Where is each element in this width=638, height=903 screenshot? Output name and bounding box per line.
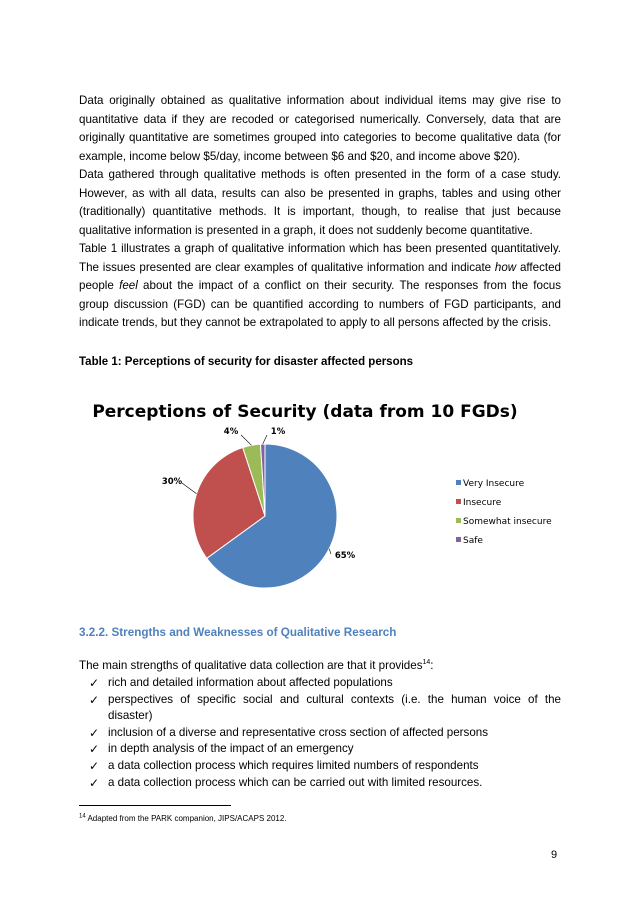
list-item: ✓ in depth analysis of the impact of an emergency bbox=[89, 742, 354, 757]
footnote: $^{14}$ Adapted from the PARK companion, JIPS/ACAPS 2012. bbox=[79, 813, 287, 823]
page-number: 9 bbox=[551, 849, 558, 861]
paragraph-2: Data gathered through qualitative methods is often presented in the form of a case study. However, as with all data, results can also be presented in graphs, tables and using other (traditionally) quantitative methods. It is important, though, to realise that just because qualitative information is presented in a graph, it does not suddenly become quantitative. bbox=[79, 168, 561, 237]
legend-swatch bbox=[456, 518, 461, 523]
legend bbox=[456, 479, 552, 546]
pie-slices bbox=[193, 444, 337, 588]
legend-label: Somewhat insecure bbox=[463, 517, 552, 527]
section-heading: 3.2.2. Strengths and Weaknesses of Qualitative Research bbox=[79, 626, 397, 639]
checkmark-icon: ✓ bbox=[89, 742, 100, 757]
data-label: 4% bbox=[223, 427, 239, 437]
pie-chart bbox=[79, 380, 561, 605]
data-label: 30% bbox=[161, 477, 183, 487]
chart-title: Perceptions of Security (data from 10 FGDs) bbox=[92, 402, 518, 422]
list-item: ✓ a data collection process which requires limited numbers of respondents bbox=[89, 758, 479, 773]
data-label: 1% bbox=[270, 427, 286, 437]
checkmark-icon: ✓ bbox=[89, 775, 100, 790]
legend-swatch bbox=[456, 499, 461, 504]
paragraph-1: Data originally obtained as qualitative information about individual items may give rise to quantitative data if they are recoded or categorised numerically. Conversely, data that are originally quantitative are sometimes grouped into categories to become qualitative data (for example, income below $5/day, income between $6 and $20, and income above $20). bbox=[79, 94, 561, 163]
legend-label: Very Insecure bbox=[463, 479, 525, 489]
data-label: 65% bbox=[334, 551, 356, 561]
paragraph-3: Table 1 illustrates a graph of qualitative information which has been presented quantitatively. The issues presented are clear examples of qualitative information and indicate how affected people feel about the impact of a conflict on their security. The responses from the focus group discussion (FGD) can be quantified according to numbers of FGD participants, and indicate trends, but they cannot be extrapolated to apply to all persons affected by the crisis. bbox=[79, 242, 561, 330]
footnote-number: 14 bbox=[79, 813, 86, 820]
checkmark-icon: ✓ bbox=[89, 676, 100, 690]
leader-line bbox=[329, 549, 331, 554]
strengths-intro: The main strengths of qualitative data collection are that it provides$^{14}$: bbox=[79, 659, 434, 672]
checkmark-icon: ✓ bbox=[89, 692, 100, 707]
list-item: ✓ a data collection process which can be carried out with limited resources. bbox=[89, 775, 483, 790]
checkmark-icon: ✓ bbox=[89, 725, 100, 740]
leader-line bbox=[182, 483, 197, 494]
legend-label: Safe bbox=[463, 536, 483, 546]
legend-swatch bbox=[456, 537, 461, 542]
list-item: ✓ rich and detailed information about affected populations bbox=[89, 676, 393, 690]
list-item: ✓ perspectives of specific social and cultural contexts (i.e. the human voice of the disaster) bbox=[89, 692, 561, 723]
strengths-list bbox=[79, 675, 561, 791]
leader-line bbox=[263, 435, 267, 444]
footnote-reference: 14 bbox=[422, 659, 431, 667]
table-title: Table 1: Perceptions of security for disaster affected persons bbox=[79, 356, 414, 368]
leader-line bbox=[241, 435, 252, 445]
footnote-separator bbox=[79, 805, 231, 806]
pie-chart-svg bbox=[79, 380, 561, 605]
legend-swatch bbox=[456, 480, 461, 485]
checkmark-icon: ✓ bbox=[89, 758, 100, 773]
list-item: ✓ inclusion of a diverse and representative cross section of affected persons bbox=[89, 725, 489, 740]
legend-label: Insecure bbox=[463, 498, 502, 508]
